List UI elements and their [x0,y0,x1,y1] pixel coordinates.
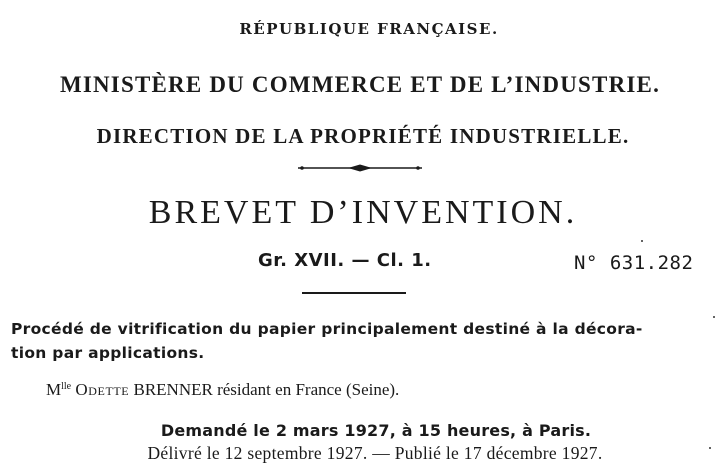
print-speck [641,240,643,242]
group-class-label: Gr. XVII. — Cl. 1. [258,250,432,271]
invention-title-line-1: Procédé de vitrification du papier principalement destiné à la décora- [11,320,643,338]
print-speck [713,316,715,318]
direction-heading: DIRECTION DE LA PROPRIÉTÉ INDUSTRIELLE. [96,124,630,148]
applicant-prefix-sup: lle [61,381,72,392]
horizontal-rule [302,292,406,294]
ornamental-divider [298,163,422,173]
applicant-prefix: M [46,380,62,399]
patent-title: BREVET D’INVENTION. [148,194,578,231]
applicant-line [46,380,399,400]
patent-number: N° 631.282 [574,252,694,274]
applicant-residence: résidant en France (Seine). [217,380,400,399]
applicant-last-name: BRENNER [133,380,213,399]
republic-heading: RÉPUBLIQUE FRANÇAISE. [239,20,499,38]
applicant-first-name: Odette [75,380,130,399]
print-speck [709,447,711,449]
invention-title-line-2: tion par applications. [11,344,205,362]
request-date-line: Demandé le 2 mars 1927, à 15 heures, à Paris. [160,421,592,440]
delivery-publication-line: Délivré le 12 septembre 1927. — Publié le 17 décembre 1927. [147,443,603,463]
ministry-heading: MINISTÈRE DU COMMERCE ET DE L’INDUSTRIE. [59,72,661,97]
